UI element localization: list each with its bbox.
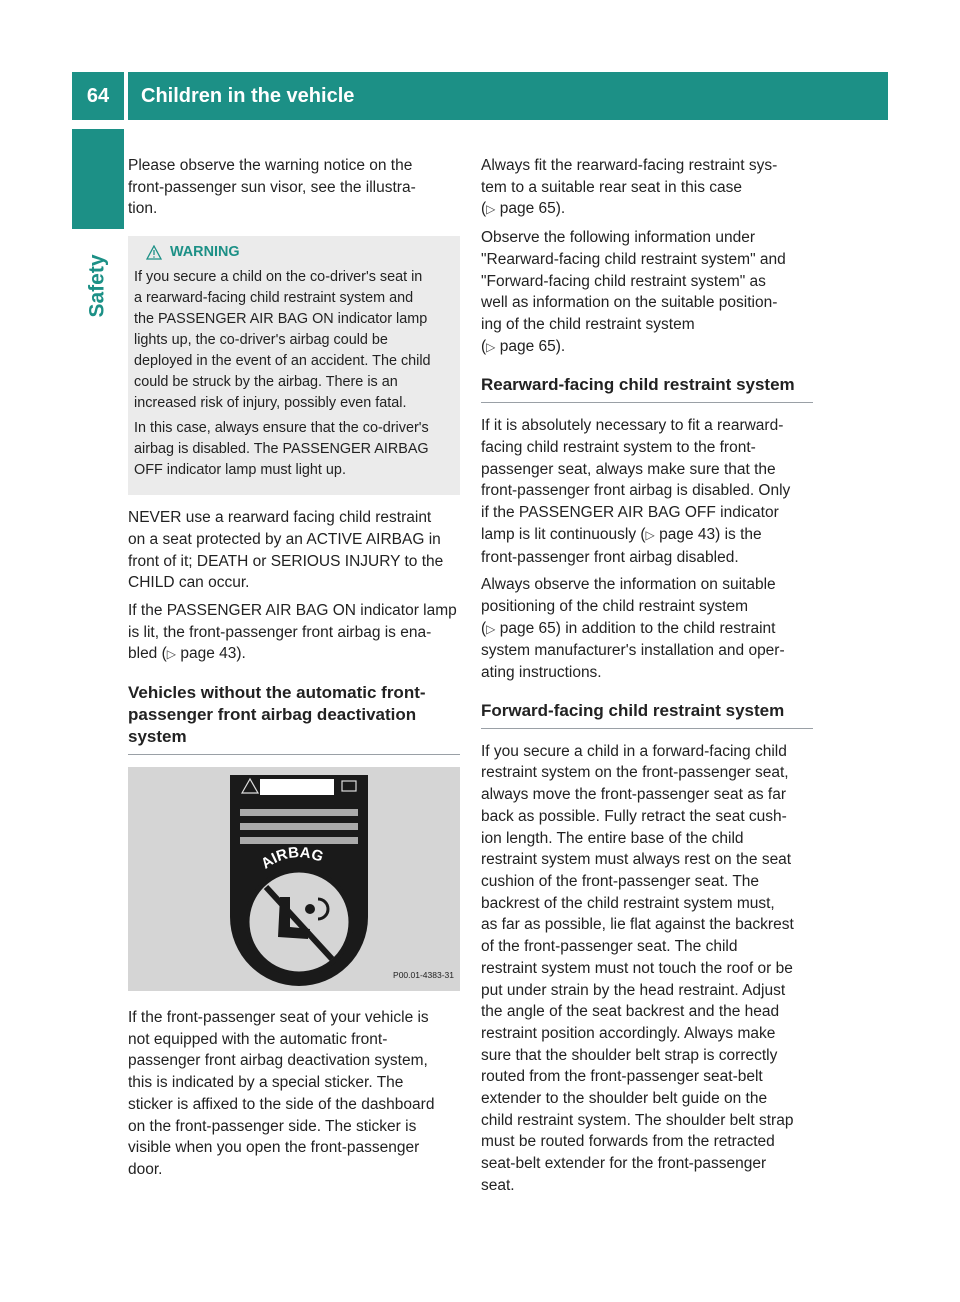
page-reference[interactable]: page 65). (499, 337, 566, 355)
forward-paragraph: If you secure a child in a forward-facing child restraint system on the front-passenger seat, always move the front-passenger seat as far back as possible. Fully retract the seat cush- ion length. The entire base of the child restraint system must always rest on the seat cushion of the front-passenger seat. The backrest of the child restraint system must, as far as possible, lie flat against the backrest of the front-passenger seat. The child restraint system must not touch the roof or be put under strain by the head restraint. Adjust the angle of the seat backrest and the head restraint position accordingly. Always make sure that the shoulder belt strap is correctly routed from the front-passenger seat-belt extender to the shoulder belt guide on the child restraint system. The shoulder belt strap must be routed forwards from the retracted seat-belt extender for the front-passenger seat. (481, 742, 794, 1194)
side-marker (72, 129, 124, 229)
section-tab-label: Safety (86, 254, 109, 318)
section-tab (72, 236, 124, 336)
page-reference[interactable]: page 65). (499, 200, 566, 218)
airbag-label: AIRBAG (258, 844, 326, 873)
intro-paragraph: Please observe the warning notice on the front-passenger sun visor, see the illustra- tion. (128, 157, 416, 218)
warning-text-2: In this case, always ensure that the co-driver's airbag is disabled. The PASSENGER AIRBAG OFF indicator lamp must light up. (134, 420, 429, 479)
page-reference[interactable]: page 65) in addition to the child restraint (499, 619, 776, 637)
warning-box (128, 236, 460, 495)
page-ref-arrow-icon: ▷ (486, 621, 496, 636)
sticker-paragraph: If the front-passenger seat of your vehicle is not equipped with the automatic front- passenger front airbag deactivation system, this is indicated by a special sticker. The sticker is affixed to the side of the dashboard on the front-passenger side. The sticker is visible when you open the front-passenger door. (128, 1009, 435, 1178)
page-ref-arrow-icon: ▷ (166, 647, 177, 662)
warning-title: WARNING (170, 244, 240, 261)
fit-paragraph: Always fit the rearward-facing restraint sys- tem to a suitable rear seat in this case (▷ page 65). (481, 157, 778, 218)
page-number: 64 (86, 85, 110, 107)
forward-heading: Forward-facing child restraint system (481, 700, 813, 729)
header-divider (124, 72, 128, 120)
page-reference[interactable]: page 43) is the (659, 525, 762, 543)
rearward-heading: Rearward-facing child restraint system (481, 374, 813, 403)
rearward-paragraph: If it is absolutely necessary to fit a rearward- facing child restraint system to the front- passenger seat, always make sure that the front-passenger front airbag is disabled. Only if the PASSENGER AIR BAG OFF indicator lamp is lit continuously (▷ page 43) is the front-passenger front airbag disabled. (481, 417, 791, 566)
observe-paragraph: Observe the following information under "Rearward-facing child restraint system" and "Forward-facing child restraint system" as well as information on the suitable position- ing of the child restraint system (▷ page 65). (481, 229, 786, 355)
figure-reference-code: P00.01-4383-31 (393, 970, 454, 981)
left-column (128, 155, 460, 1187)
airbag-sticker-figure (128, 767, 460, 991)
page-ref-arrow-icon: ▷ (645, 527, 655, 542)
positioning-paragraph: Always observe the information on suitable positioning of the child restraint system (▷ page 65) in addition to the child restraint system manufacturer's installation and oper- ating instructions. (481, 576, 785, 682)
page-ref-arrow-icon: ▷ (486, 339, 496, 354)
page-ref-arrow-icon: ▷ (486, 202, 496, 217)
never-paragraph: NEVER use a rearward facing child restraint on a seat protected by an ACTIVE AIRBAG in front of it; DEATH or SERIOUS INJURY to the CHILD can occur. (128, 509, 444, 592)
page-reference[interactable]: page 43). (180, 645, 246, 663)
section-heading: Vehicles without the automatic front- passenger front airbag deactivation system (128, 682, 460, 755)
right-column (481, 155, 813, 1203)
warning-text-1: If you secure a child on the co-driver's seat in a rearward-facing child restraint system and the PASSENGER AIR BAG ON indicator lamp lights up, the co-driver's airbag could be deployed in the event of an accident. The child could be struck by the airbag. There is an increased risk of injury, possibly even fatal. (134, 269, 431, 412)
airbag-sticker-illustration (128, 767, 460, 991)
indicator-paragraph: If the PASSENGER AIR BAG ON indicator lamp is lit, the front-passenger front airbag is ena- bled (▷ page 43). (128, 601, 457, 663)
warning-triangle-icon (146, 245, 162, 260)
chapter-title: Children in the vehicle (141, 85, 355, 107)
warning-header (146, 242, 452, 263)
